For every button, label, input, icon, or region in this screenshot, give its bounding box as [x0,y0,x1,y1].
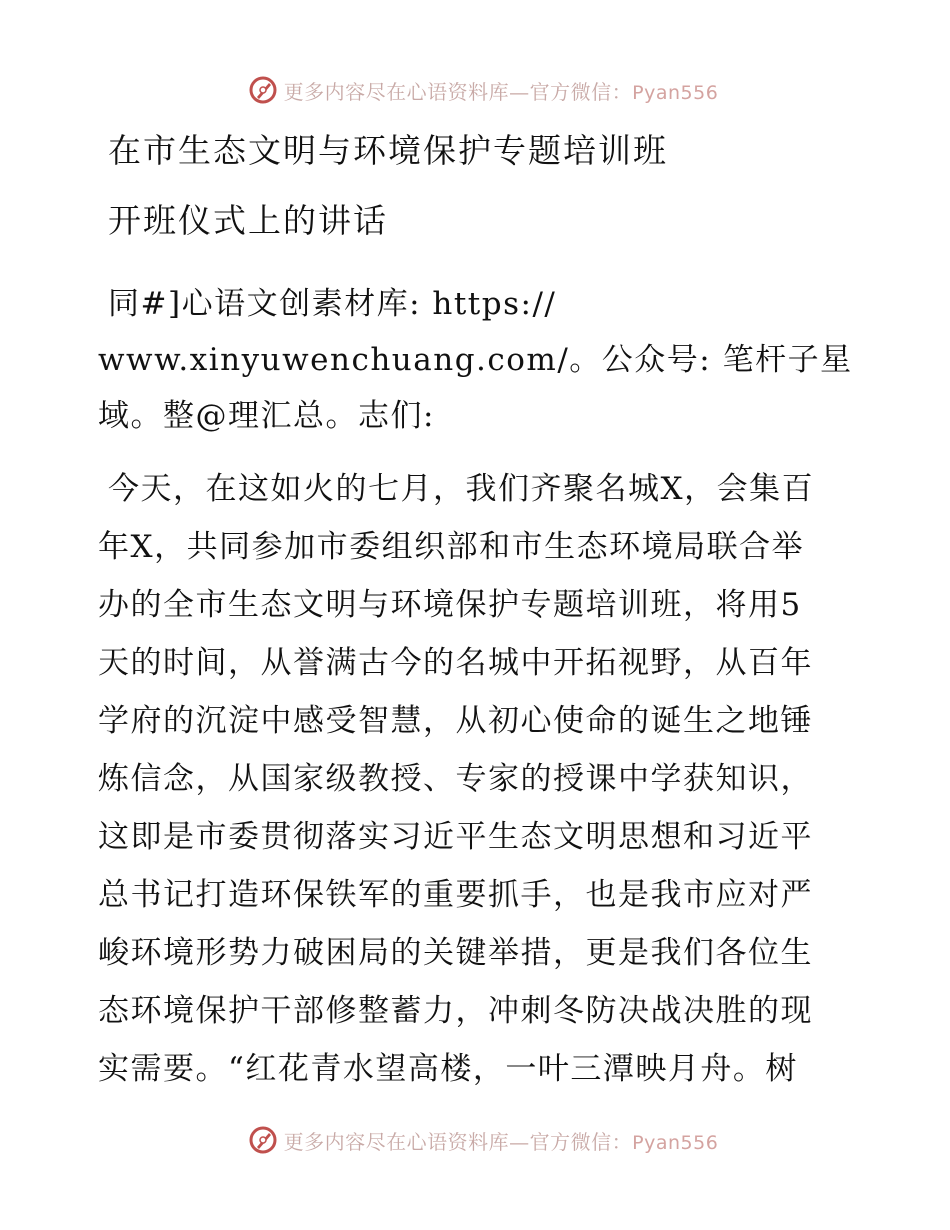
body-paragraph [98,460,858,1098]
text-line: 总书记打造环保铁军的重要抓手，也是我市应对严 [98,877,813,913]
text-line: 实需要。“红花青水望高楼，一叶三潭映月舟。树 [98,1051,798,1087]
text-line: 天的时间，从誉满古今的名城中开拓视野，从百年 [98,645,813,681]
text-line: 同#]心语文创素材库: https:// [108,286,557,322]
text-line: www.xinyuwenchuang.com/。公众号: 笔杆子星 [98,342,853,378]
text-line: 学府的沉淀中感受智慧，从初心使命的诞生之地锤 [98,703,813,739]
text-line: 这即是市委贯彻落实习近平生态文明思想和习近平 [98,819,813,855]
quill-circle-icon [248,1125,278,1155]
watermark-content [248,75,719,105]
text-line: 态环境保护干部修整蓄力，冲刺冬防决战决胜的现 [98,993,813,1029]
text-line: 峻环境形势力破困局的关键举措，更是我们各位生 [98,935,813,971]
document-title-line-1: 在市生态文明与环境保护专题培训班 [108,131,668,170]
watermark-text: 更多内容尽在心语资料库—官方微信：Pyan556 [283,79,719,104]
text-line: 炼信念，从国家级教授、专家的授课中学获知识， [98,761,813,797]
text-line: 域。整@理汇总。志们: [98,398,435,434]
text-line: 年X，共同参加市委组织部和市生态环境局联合举 [98,529,805,565]
watermark-text: 更多内容尽在心语资料库—官方微信：Pyan556 [283,1129,719,1154]
text-line: 今天，在这如火的七月，我们齐聚名城X，会集百 [108,471,815,507]
salutation-block [98,276,858,444]
watermark-content [248,1125,719,1155]
document-title-line-2: 开班仪式上的讲话 [108,201,388,240]
text-line: 办的全市生态文明与环境保护专题培训班，将用5 [98,587,802,623]
watermark-banner-top [0,68,950,112]
quill-circle-icon [248,75,278,105]
watermark-banner-bottom [0,1118,950,1162]
